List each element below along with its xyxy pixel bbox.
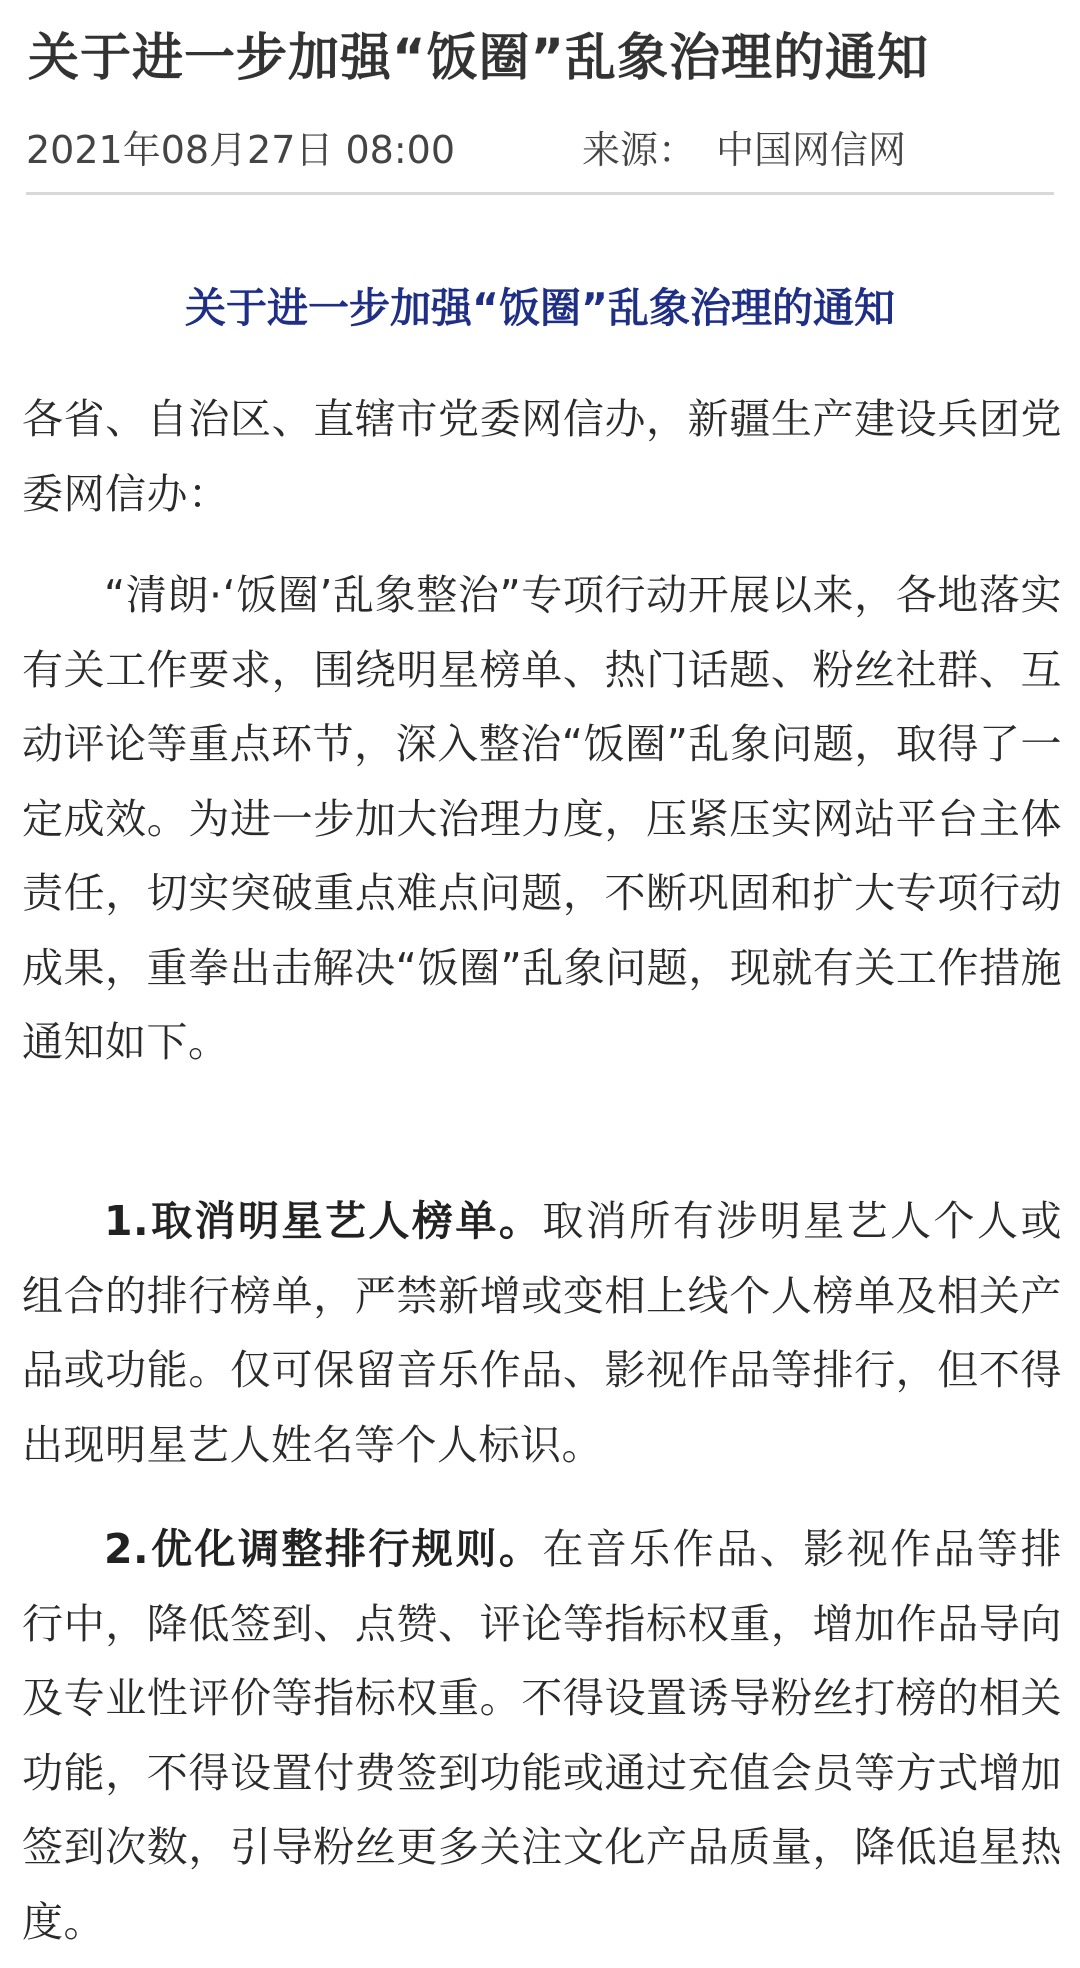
- salutation-paragraph: 各省、自治区、直辖市党委网信办，新疆生产建设兵团党委网信办：: [22, 395, 1062, 518]
- publish-date: 2021年08月27日 08:00: [26, 128, 456, 172]
- source-link[interactable]: 中国网信网: [716, 128, 907, 172]
- measure-paragraph-2: [22, 1512, 1062, 1959]
- article-title: 关于进一步加强“饭圈”乱象治理的通知: [28, 29, 930, 88]
- article-meta: [26, 120, 1056, 180]
- header-divider: [26, 192, 1054, 195]
- intro-paragraph: “清朗·‘饭圈’乱象整治”专项行动开展以来，各地落实有关工作要求，围绕明星榜单、热门话题、粉丝社群、互动评论等重点环节，深入整治“饭圈”乱象问题，取得了一定成效。为进一步加大治理力度，压紧压实网站平台主体责任，切实突破重点难点问题，不断巩固和扩大专项行动成果，重拳出击解决“饭圈”乱象问题，现就有关工作措施通知如下。: [22, 571, 1062, 1066]
- source-label: 来源：: [582, 128, 697, 172]
- document-heading: 关于进一步加强“饭圈”乱象治理的通知: [185, 284, 895, 332]
- measure-heading-1: 1.取消明星艺人榜单。: [104, 1197, 543, 1245]
- measure-heading-2: 2.优化调整排行规则。: [104, 1525, 543, 1573]
- measure-text-2: 在音乐作品、影视作品等排行中，降低签到、点赞、评论等指标权重，增加作品导向及专业性评价等指标权重。不得设置诱导粉丝打榜的相关功能，不得设置付费签到功能或通过充值会员等方式增加签到次数，引导粉丝更多关注文化产品质量，降低追星热度。: [22, 1525, 1062, 1946]
- measure-text-1: 取消所有涉明星艺人个人或组合的排行榜单，严禁新增或变相上线个人榜单及相关产品或功能。仅可保留音乐作品、影视作品等排行，但不得出现明星艺人姓名等个人标识。: [22, 1197, 1062, 1469]
- measure-paragraph-1: [22, 1184, 1062, 1482]
